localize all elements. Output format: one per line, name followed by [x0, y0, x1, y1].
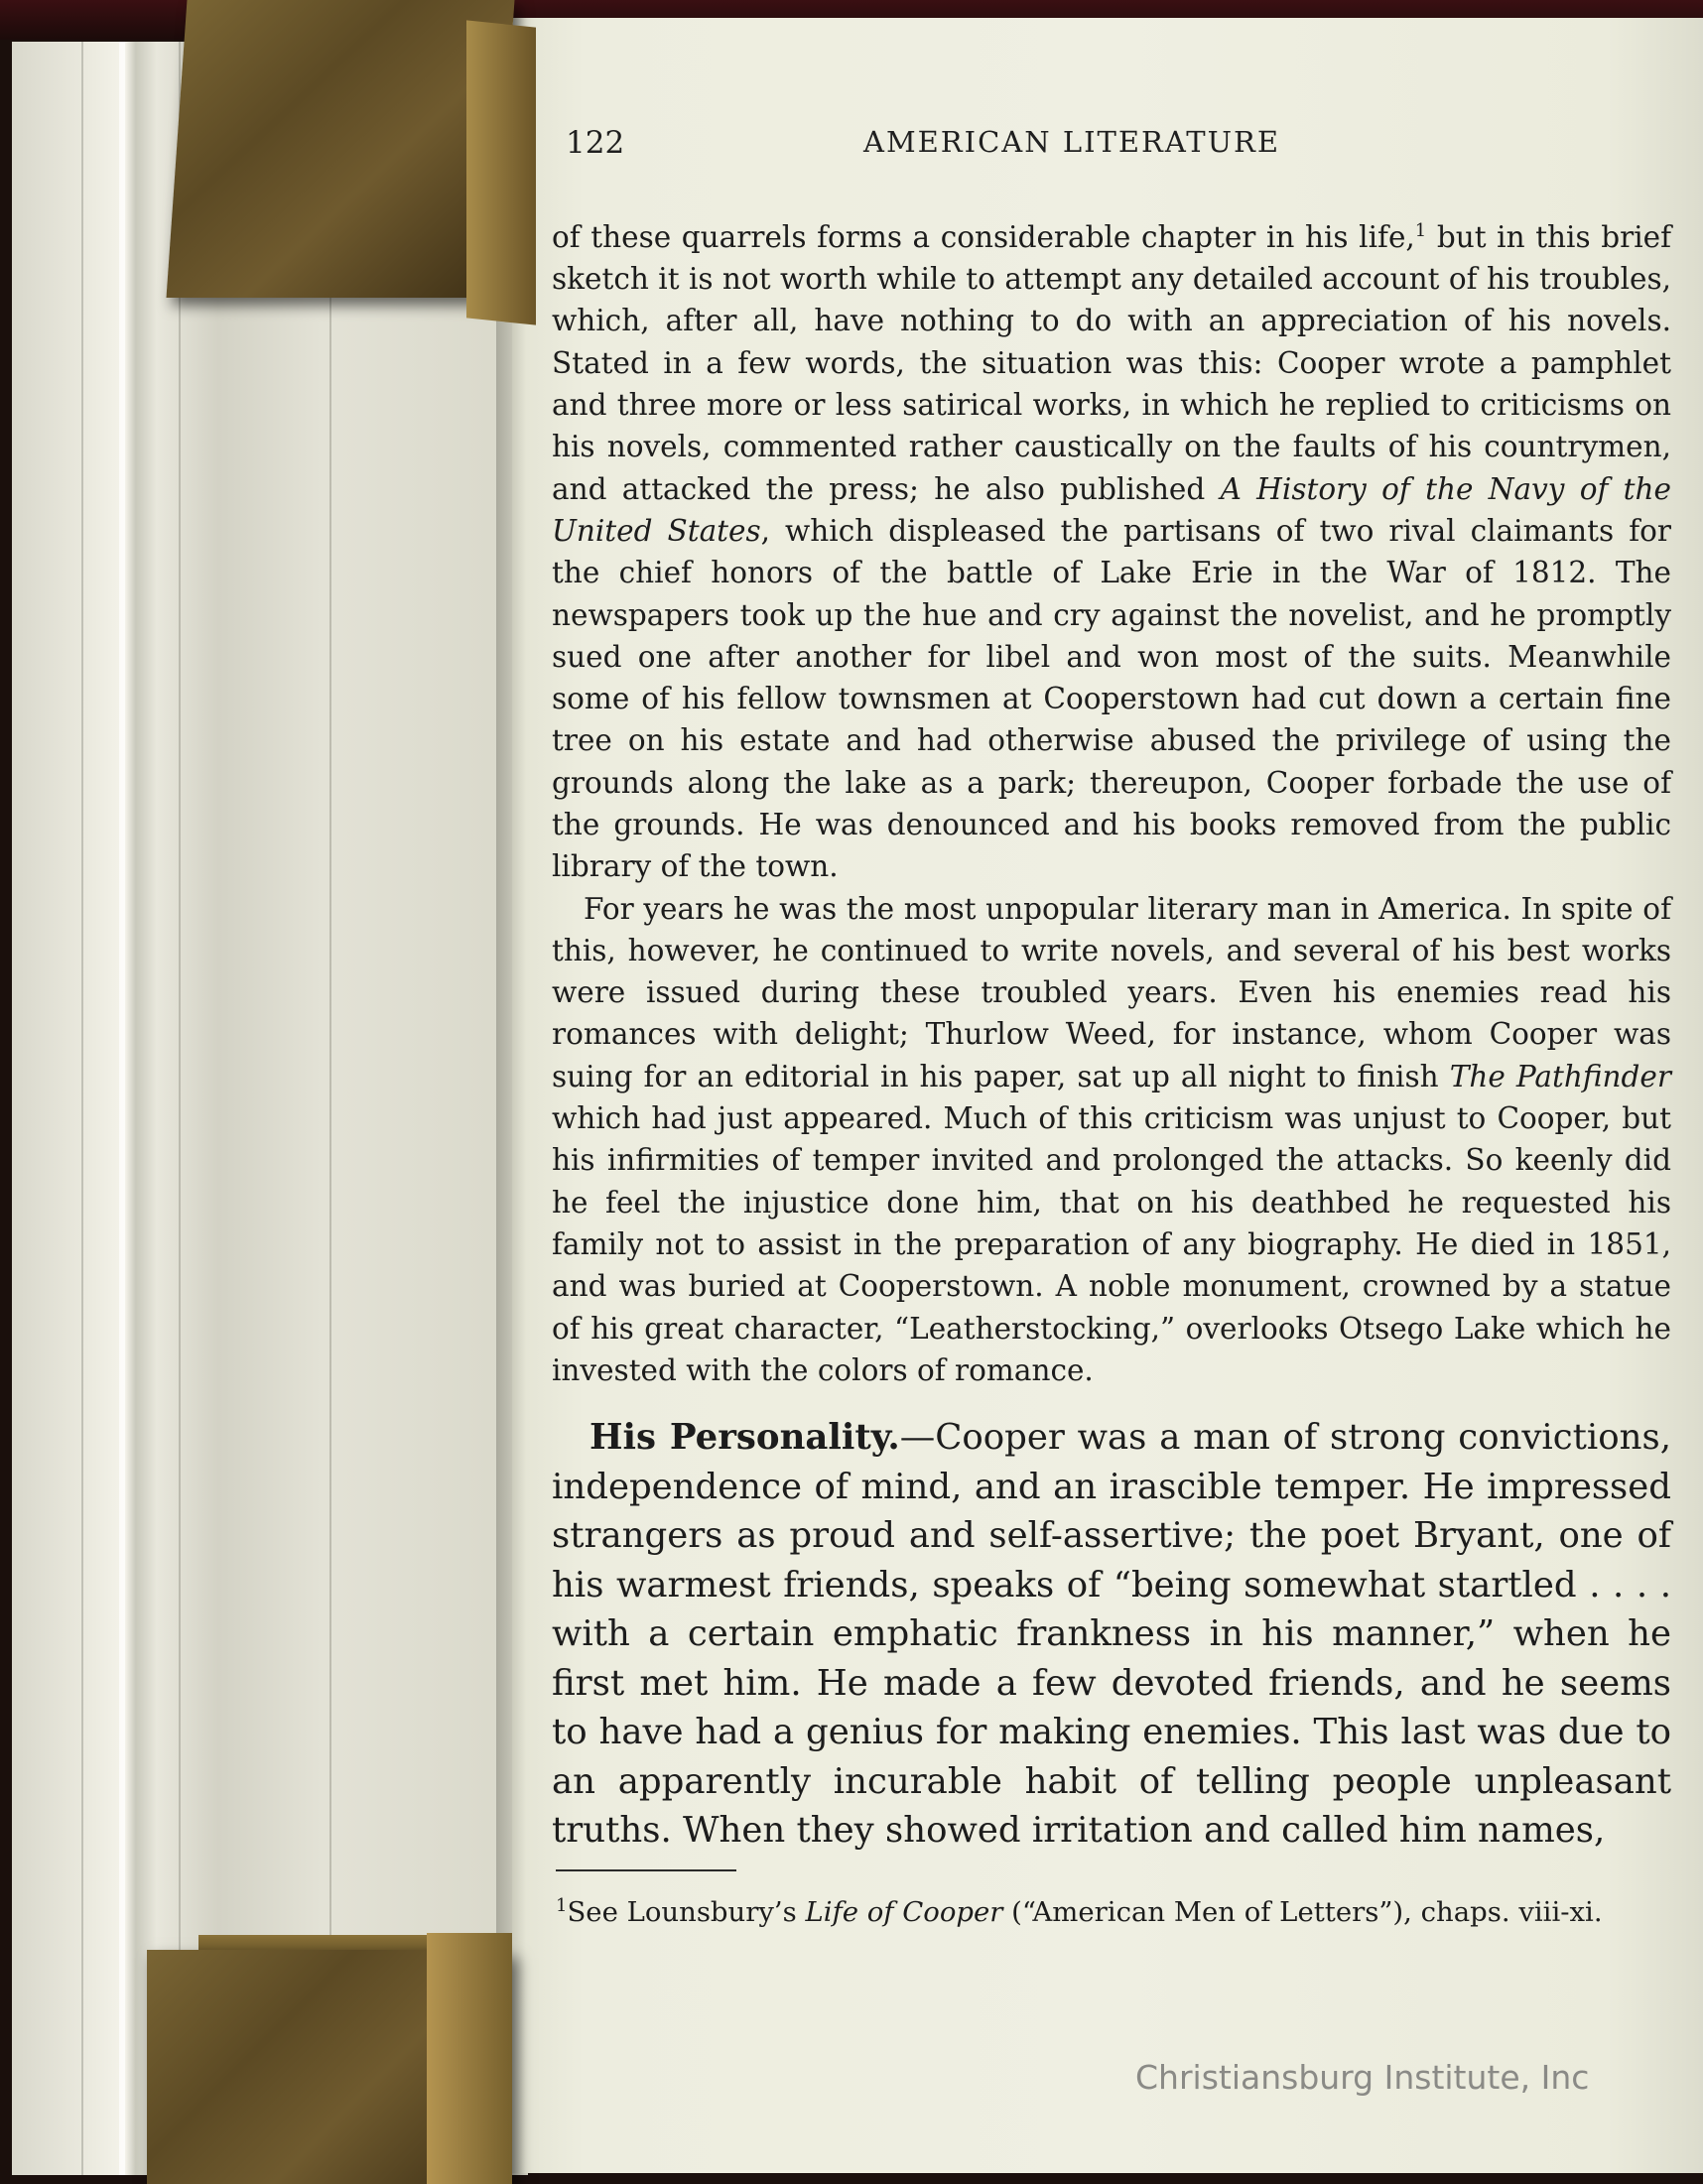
page-number: 122 — [566, 125, 625, 161]
footnote-marker: 1 — [556, 1895, 568, 1916]
footnote-reference: 1 — [1414, 220, 1427, 241]
paragraph-text: , which displeased the partisans of two rival claimants for the chief honors of the battle of Lake Erie in the War of 1812. The newspapers took up the hue and cry against the novelist, and he promptly sued one after another for libel and won most of the suits. Meanwhile some of his fellow townsmen at Cooperstown had cut down a certain fine tree on his estate and had otherwise abused the privilege of using the grounds along the lake as a park; thereupon, Cooper forbade the use of the grounds. He was denounced and his books removed from the public library of the town. — [552, 513, 1671, 884]
page-edge-line — [329, 42, 331, 2175]
page-header — [566, 125, 1677, 165]
footnote-rule — [556, 1869, 736, 1871]
body-text — [552, 210, 1671, 1391]
book-title-navy: A History of the Navy of the United States — [552, 471, 1671, 548]
footnote-book-title: Life of Cooper — [805, 1896, 1003, 1929]
section-personality — [552, 1413, 1671, 1856]
running-head: AMERICAN LITERATURE — [863, 125, 1281, 159]
paragraph-personality — [552, 1413, 1671, 1856]
section-heading: His Personality. — [590, 1417, 900, 1458]
footnote — [556, 1889, 1671, 1929]
page-gutter-shadow — [496, 18, 526, 2173]
page-edge-line — [81, 42, 83, 2175]
paragraph-text: For years he was the most unpopular literary man in America. In spite of this, however, he continued to write novels, and several of his best works were issued during these troubled years. Even his enemies read his romances with delight; Thurlow Weed, for instance, whom Cooper was suing for an editorial in his paper, sat up all night to finish — [552, 891, 1671, 1093]
paragraph-unpopular — [552, 888, 1671, 1392]
page-edge-highlight — [119, 42, 125, 2175]
paragraph-text: which had just appeared. Much of this criticism was unjust to Cooper, but his infirmities of temper invited and prolonged the attacks. So keenly did he feel the injustice done him, that on his deathbed he requested his family not to assist in the preparation of any biography. He died in 1851, and was buried at Cooperstown. A noble monument, crowned by a statue of his great character, “Leatherstocking,” overlooks Otsego Lake which he invested with the colors of romance. — [552, 1101, 1671, 1387]
footnote-text: (“American Men of Letters”), chaps. viii-xi. — [1002, 1896, 1603, 1929]
page-edges-stack — [12, 42, 528, 2175]
watermark: Christiansburg Institute, Inc — [1135, 2058, 1590, 2097]
brass-weight-top-side — [466, 20, 536, 324]
book-title-pathfinder: The Pathfinder — [1449, 1059, 1671, 1093]
brass-weight-top — [167, 0, 515, 298]
paragraph-text: —Cooper was a man of strong convictions, independence of mind, and an irascible temper. He impressed strangers as proud and self-assertive; the poet Bryant, one of his warmest friends, speaks of “being somewhat startled . . . . with a certain emphatic frankness in his manner,” when he first met him. He made a few devoted friends, and he seems to have had a genius for making enemies. This last was due to an apparently incurable habit of telling people unpleasant truths. When they showed irritation and called him names, — [552, 1417, 1672, 1851]
brass-weight-bottom-side — [427, 1933, 512, 2184]
paragraph-text: of these quarrels forms a considerable chapter in his life, — [552, 219, 1415, 254]
paragraph-quarrels — [552, 210, 1671, 888]
footnote-text: See Lounsbury’s — [567, 1896, 806, 1929]
page-edge-line — [179, 42, 181, 2175]
paragraph-text: but in this brief sketch it is not worth while to attempt any detailed account of his troubles, which, after all, have nothing to do with an appreciation of his novels. Stated in a few words, the situation was this: Cooper wrote a pamphlet and three more or less satirical works, in which he replied to criticisms on his novels, commented rather caustically on the faults of his countrymen, and attacked the press; he also published — [552, 219, 1672, 506]
